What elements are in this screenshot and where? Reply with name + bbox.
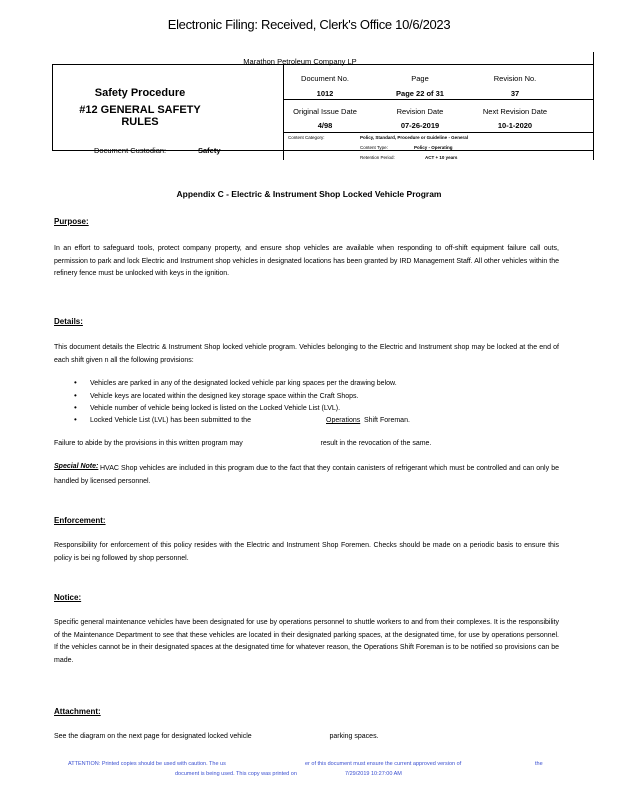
enforcement-heading: Enforcement: (54, 516, 106, 525)
retention-label: Retention Period: (360, 155, 395, 160)
revision-date-label: Revision Date (396, 107, 444, 116)
page-label: Page (411, 74, 429, 83)
notice-heading: Notice: (54, 593, 82, 602)
content-type-value: Policy - Operating (414, 145, 453, 150)
bullet-1-dot: • (74, 378, 77, 387)
revision-no-value: 37 (510, 89, 520, 98)
footer-attention-b: document is being used. This copy was printed on (175, 771, 297, 777)
appendix-title: Appendix C - Electric & Instrument Shop Locked Vehicle Program (176, 189, 442, 199)
procedure-subtitle: #12 GENERAL SAFETY RULES (79, 104, 201, 128)
footer-print-date: 7/29/2019 10:27:00 AM (345, 771, 402, 777)
bullet-3-dot: • (74, 403, 77, 412)
page-value: Page 22 of 31 (396, 89, 444, 98)
doc-no-value: 1012 (316, 89, 334, 98)
revision-no-label: Revision No. (493, 74, 537, 83)
company-name: Marathon Petroleum Company LP (243, 57, 357, 66)
special-note-text: HVAC Shop vehicles are included in this program due to the fact that they contain canisters of refrigerant which must be controlled and can only be handled by licensed personnel. (54, 465, 559, 485)
procedure-title: Safety Procedure (94, 87, 186, 99)
bullet-4: Locked Vehicle List (LVL) has been submitted to the (90, 417, 251, 424)
content-category-value: Policy, Standard, Procedure or Guideline - General (360, 135, 468, 140)
purpose-heading: Purpose: (54, 217, 89, 226)
attachment-heading: Attachment: (54, 707, 101, 716)
details-heading: Details: (54, 317, 83, 326)
special-note-label: Special Note: (54, 463, 99, 470)
bullet-2: Vehicle keys are located within the designed key storage space within the Craft Shops. (90, 393, 359, 400)
next-revision-label: Next Revision Date (482, 107, 548, 116)
details-text: This document details the Electric & Instrument Shop locked vehicle program. Vehicles belonging to the Electric and Instrument shop may be locked at the end of each shift given n all the following provisions: (54, 344, 559, 364)
footer-attention-a: ATTENTION: Printed copies should be used with caution. The us (68, 761, 226, 767)
footer-attention-c: er of this document must ensure the current approved version of (305, 761, 462, 767)
bullet-4-operations: Operations (326, 417, 361, 424)
bullet-2-dot: • (74, 391, 77, 400)
revision-date-value: 07-26-2019 (400, 121, 440, 130)
custodian-value: Safety (198, 146, 221, 155)
bullet-1: Vehicles are parked in any of the designated locked vehicle par king spaces per the drawing below. (90, 380, 397, 387)
content-type-label: Content Type: (360, 145, 388, 150)
content-category-label: Content Category: (288, 135, 325, 140)
notice-text: Specific general maintenance vehicles have been designated for use by operations personnel to shuttle workers to and from their complexes. It is the responsibility of the Maintenance Department to see that these vehicles are located in their designated parking spaces, at the designated time, for use by operations personnel. If the vehicles cannot be in their designated spaces at the designated time for whatever reason, the Operations Shift Foreman is to be notified so provisions can be made. (54, 619, 559, 664)
retention-value: ACT + 10 years (425, 155, 458, 160)
bullet-3: Vehicle number of vehicle being locked is listed on the Locked Vehicle List (LVL). (90, 405, 341, 412)
footer-attention-d: the (535, 761, 543, 767)
bullet-4-tail: Shift Foreman. (364, 417, 410, 424)
bullet-4-dot: • (74, 415, 77, 424)
original-issue-label: Original Issue Date (293, 107, 357, 116)
failure-text: Failure to abide by the provisions in this written program may result in the revocation of the same. (54, 440, 432, 447)
doc-no-label: Document No. (301, 74, 349, 83)
attachment-text: See the diagram on the next page for designated locked vehicle parking spaces. (54, 733, 379, 740)
electronic-filing-stamp: Electronic Filing: Received, Clerk's Office 10/6/2023 (167, 17, 451, 32)
next-revision-value: 10-1-2020 (497, 121, 533, 130)
enforcement-text: Responsibility for enforcement of this policy resides with the Electric and Instrument Shop Foremen. Checks should be made on a periodic basis to ensure this policy is bei ng followed by shop personnel. (54, 542, 559, 562)
original-issue-value: 4/98 (317, 121, 333, 130)
custodian-label: Document Custodian: (94, 146, 167, 155)
purpose-text: In an effort to safeguard tools, protect company property, and ensure shop vehicles are available when responding to off-shift equipment failure call outs, permission to park and lock Electric and Instrument shop vehicles in designated locations has been granted by IRD Management Staff. All other vehicles within the refinery fence must be unlocked with keys in the ignition. (54, 245, 559, 277)
